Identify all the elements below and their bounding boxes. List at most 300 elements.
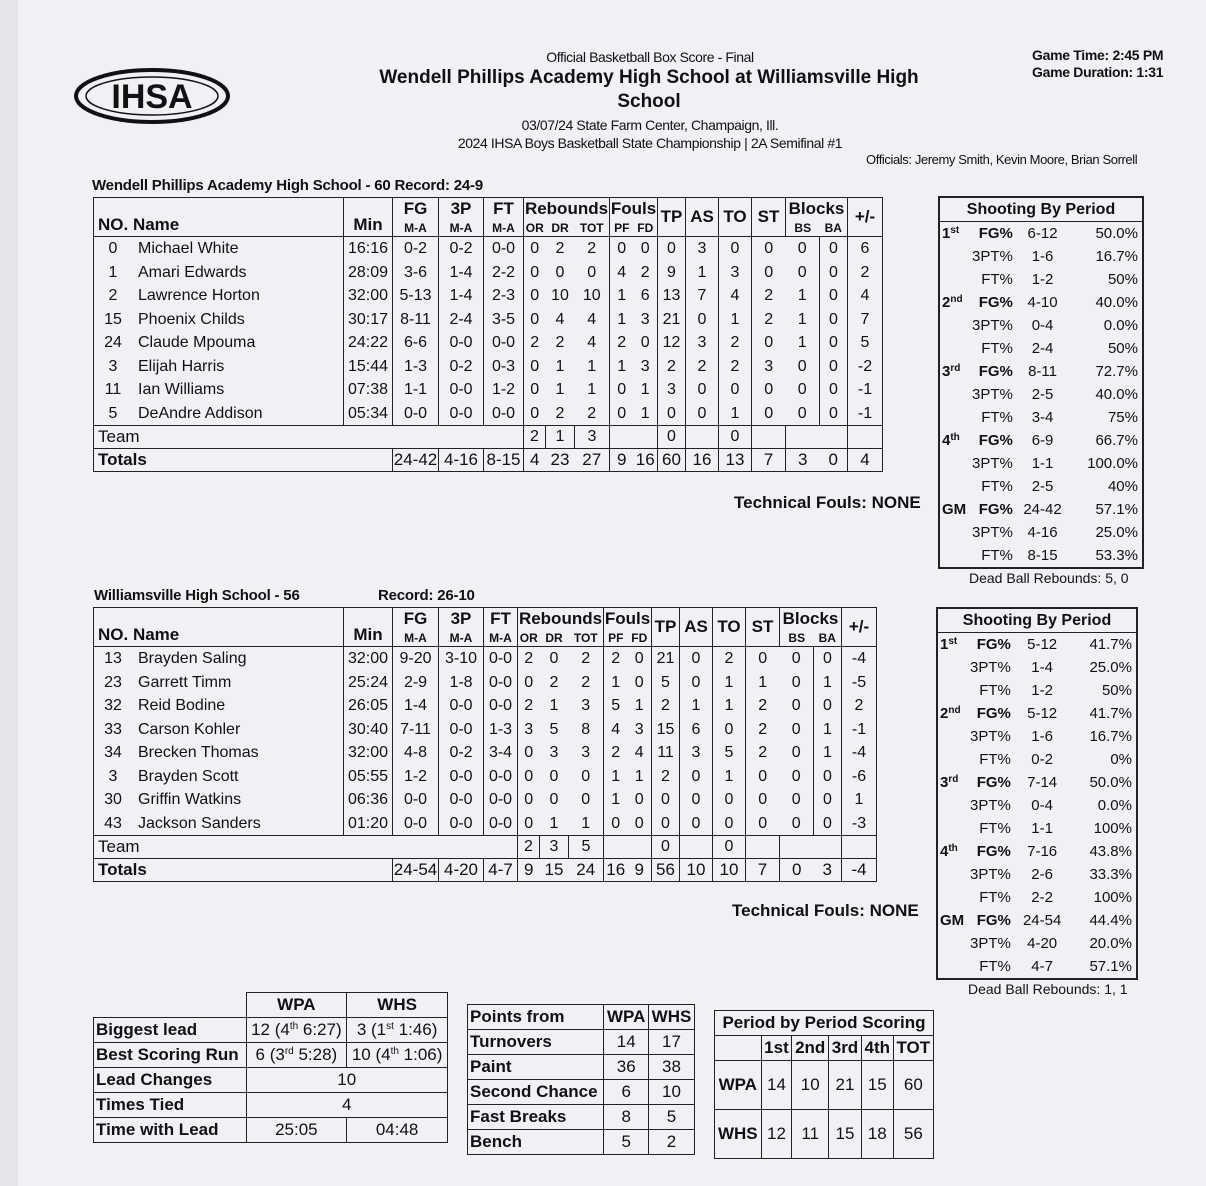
stat-cell: 1 (814, 718, 842, 742)
stat-cell: 0-0 (439, 402, 484, 426)
shooting-percent: 40.0% (1095, 386, 1138, 403)
stat-cell: 3 (634, 308, 658, 332)
stat-cell: 0 (713, 718, 746, 742)
period-header-row (715, 1036, 934, 1061)
shooting-percent: 0% (1110, 751, 1132, 768)
stat-cell: 1 (628, 765, 652, 789)
doc-type: Official Basketball Box Score - Final (546, 49, 754, 65)
totals-cell: 24 (569, 859, 604, 882)
player-no-name (94, 741, 344, 765)
totals-cell: 16 (604, 859, 628, 882)
summary-biggest-lead: Biggest lead 12 (4th 6:27) 3 (1st 1:46) (94, 1018, 448, 1043)
shooting-period (937, 932, 970, 955)
totals-cell: 4-7 (484, 859, 518, 882)
stat-cell: 6 (634, 284, 658, 308)
shooting-period: GM (940, 912, 965, 929)
col-fg: FG (393, 608, 439, 631)
shooting-made-attempted: 24-54 (1022, 912, 1062, 929)
stat-cell: 8 (569, 718, 604, 742)
player-no-name (94, 788, 344, 812)
shooting-percent: 57.1% (1089, 958, 1132, 975)
player-row (94, 788, 877, 812)
stat-cell: 0-0 (439, 331, 484, 355)
shooting-label: FT% (981, 478, 1013, 495)
shooting-row (939, 245, 1143, 268)
totals-cell: 8-15 (484, 449, 524, 472)
player-name: Brayden Scott (138, 767, 239, 785)
stat-cell: 0-0 (393, 788, 439, 812)
player-row (94, 812, 877, 836)
totals-cell: 16 (634, 449, 658, 472)
points-from-row (468, 1030, 695, 1055)
stat-cell: 1-3 (484, 718, 518, 742)
shooting-made-attempted: 0-4 (1031, 797, 1053, 814)
stat-cell: 0 (658, 402, 686, 426)
stat-cell: 2 (610, 331, 634, 355)
stat-cell: 0 (719, 378, 752, 402)
team-cell (780, 836, 842, 859)
shooting-label: 3PT% (970, 659, 1011, 676)
stat-cell: 0-0 (484, 331, 524, 355)
shooting-period: 4th (942, 432, 960, 449)
stat-cell: -1 (848, 402, 883, 426)
stat-cell: 2 (549, 673, 559, 691)
points-from-row (468, 1055, 695, 1080)
stat-cell: 1 (746, 671, 780, 695)
stat-cell: 0-3 (484, 355, 524, 379)
stat-cell: 0-0 (484, 647, 518, 671)
player-no-name (94, 647, 344, 671)
player-number: 2 (108, 287, 118, 304)
shooting-label: FG% (976, 843, 1011, 860)
points-from (467, 1004, 695, 1155)
shooting-made-attempted: 4-20 (1027, 935, 1058, 952)
stat-cell: 2 (555, 240, 565, 257)
stat-cell: 2 (652, 765, 680, 789)
stat-cell: 2-9 (393, 671, 439, 695)
stat-cell: 1 (604, 765, 628, 789)
shooting-made-attempted: 5-12 (1027, 705, 1058, 722)
shooting-percent: 41.7% (1089, 636, 1132, 653)
team-label: Team (94, 836, 518, 859)
period-score: 11 (792, 1110, 829, 1159)
stat-cell: 10 (551, 287, 569, 304)
player-name: Amari Edwards (138, 263, 247, 281)
totals-cell: 60 (658, 449, 686, 472)
stat-cell: 0 (569, 788, 604, 812)
shooting-row (937, 679, 1137, 702)
stat-cell: 10 (575, 284, 610, 308)
shooting-made-attempted: 2-4 (1031, 340, 1054, 357)
subcol-ma: M-A (439, 220, 484, 237)
subcol-or: OR (524, 220, 546, 237)
shooting-made-attempted: 3-4 (1031, 409, 1054, 426)
shooting-label: FG% (978, 501, 1013, 518)
points-from-row (468, 1080, 695, 1105)
shooting-made-attempted: 8-15 (1027, 547, 1058, 564)
shooting-label: 3PT% (972, 524, 1013, 541)
stat-cell: 0 (786, 402, 820, 426)
shooting-row (939, 337, 1143, 360)
shooting-period (937, 863, 970, 886)
subcol-tot: TOT (569, 630, 604, 647)
stat-cell: 0 (610, 378, 634, 402)
stat-cell: 0 (628, 647, 652, 671)
totals-cell: 0 (780, 859, 814, 882)
summary-header-wpa: WPA (246, 993, 347, 1018)
stat-cell: 4 (848, 284, 883, 308)
stat-cell: 0 (549, 791, 559, 808)
shooting-percent: 100% (1093, 889, 1132, 906)
points-from-category: Second Chance (468, 1080, 604, 1105)
totals-cell: 0 (820, 449, 848, 472)
stat-cell: -5 (842, 671, 877, 695)
shooting-row (937, 748, 1137, 771)
player-no-name (94, 694, 344, 718)
stat-cell: 0 (820, 284, 848, 308)
shooting-title-row (939, 197, 1143, 222)
totals-cell: 7 (746, 859, 780, 882)
shooting-period (937, 679, 970, 702)
shooting-period (937, 955, 970, 979)
summary-header-whs: WHS (347, 993, 448, 1018)
stat-cell: 1 (786, 308, 820, 332)
shooting-row (939, 475, 1143, 498)
stat-cell: 0 (780, 671, 814, 695)
shooting-row (939, 360, 1143, 383)
stat-cell: 5 (604, 694, 628, 718)
stat-cell: 0-0 (439, 788, 484, 812)
stat-cell: 0 (610, 237, 634, 261)
stat-cell: 2 (604, 741, 628, 765)
player-name: Jackson Sanders (138, 814, 261, 832)
stat-cell: 0 (713, 812, 746, 836)
totals-cell: 24-42 (393, 449, 439, 472)
stat-cell: 1 (549, 814, 559, 832)
shooting-title: Shooting By Period (939, 197, 1143, 222)
shooting-label: FG% (978, 432, 1013, 449)
period-title-row (715, 1011, 934, 1036)
col-st: ST (752, 198, 786, 237)
shooting-made-attempted: 7-14 (1027, 774, 1058, 791)
stat-cell: 4-8 (393, 741, 439, 765)
totals-cell: 4 (848, 449, 883, 472)
stat-cell: 32:00 (344, 284, 393, 308)
stat-cell: 0 (780, 741, 814, 765)
points-from-category: Fast Breaks (468, 1105, 604, 1130)
shooting-percent: 0.0% (1097, 797, 1132, 814)
totals-cell: 3 (814, 859, 842, 882)
stat-cell: 1 (842, 788, 877, 812)
stat-cell: 6 (680, 718, 713, 742)
stat-cell: 0 (752, 261, 786, 285)
player-number: 3 (108, 767, 118, 785)
points-from-col: WPA (604, 1005, 649, 1030)
stat-cell: 11 (652, 741, 680, 765)
stat-cell: 0 (713, 788, 746, 812)
shooting-row (937, 794, 1137, 817)
player-number: 1 (108, 263, 118, 281)
stat-cell: 0-0 (484, 765, 518, 789)
shooting-label: FG% (976, 636, 1011, 653)
shooting-percent: 41.7% (1089, 705, 1132, 722)
player-number: 43 (104, 814, 122, 832)
shooting-row (937, 886, 1137, 909)
header-row (94, 198, 883, 221)
period-score: 14 (761, 1061, 792, 1110)
shooting-row (939, 544, 1143, 568)
stat-cell: 3-10 (439, 647, 484, 671)
subcol-ba: BA (820, 220, 848, 237)
col-fouls: Fouls (604, 609, 651, 628)
stat-cell: 32:00 (344, 741, 393, 765)
shooting-row (937, 863, 1137, 886)
stat-cell: 0 (652, 812, 680, 836)
shooting-period: 2nd (940, 705, 961, 722)
stat-cell: 07:38 (344, 378, 393, 402)
stat-cell: 0 (780, 718, 814, 742)
stat-cell: 05:55 (344, 765, 393, 789)
totals-cell: 23 (546, 449, 575, 472)
shooting-row (937, 955, 1137, 979)
team-cell (848, 426, 883, 449)
totals-cell: 24-54 (393, 859, 439, 882)
shooting-row (937, 817, 1137, 840)
shooting-period (937, 748, 970, 771)
stat-cell: 3 (719, 261, 752, 285)
team-cell: 3 (540, 836, 569, 859)
stat-cell: 9-20 (393, 647, 439, 671)
shooting-made-attempted: 2-2 (1031, 889, 1053, 906)
shooting-period (939, 314, 972, 337)
points-from-category: Bench (468, 1130, 604, 1155)
stat-cell: 1 (604, 788, 628, 812)
totals-cell: 16 (686, 449, 719, 472)
stat-cell: 2 (575, 402, 610, 426)
team-cell (786, 426, 848, 449)
shooting-label: 3PT% (970, 797, 1011, 814)
stat-cell: 4 (719, 284, 752, 308)
player-no-name (94, 402, 344, 426)
header-row (94, 608, 877, 631)
shooting-row (937, 633, 1137, 657)
player-row (94, 402, 883, 426)
stat-cell: 0 (686, 308, 719, 332)
stat-cell: 0 (518, 765, 540, 789)
stat-cell: 1-4 (439, 284, 484, 308)
stat-cell: 7 (686, 284, 719, 308)
stat-cell: 21 (658, 308, 686, 332)
stat-cell: 3 (686, 237, 719, 261)
stat-cell: 0-0 (484, 237, 524, 261)
shooting-period: 3rd (940, 774, 959, 791)
shooting-label: FG% (978, 363, 1013, 380)
stat-cell: 1-8 (439, 671, 484, 695)
team1-stats-table (93, 197, 883, 472)
stat-cell: 4 (610, 261, 634, 285)
team-row (94, 426, 883, 449)
team1-technical-fouls: Technical Fouls: NONE (734, 493, 921, 512)
stat-cell: -3 (842, 812, 877, 836)
shooting-label: FT% (981, 409, 1013, 426)
totals-cell: 9 (628, 859, 652, 882)
subcol-dr: DR (540, 630, 569, 647)
stat-cell: 0 (820, 355, 848, 379)
stat-cell: 0 (780, 788, 814, 812)
shooting-percent: 20.0% (1089, 935, 1132, 952)
stat-cell: 1 (575, 378, 610, 402)
player-no-name (94, 378, 344, 402)
stat-cell: 2 (555, 404, 565, 422)
summary-time-with-lead: Time with Lead 25:05 04:48 (94, 1118, 448, 1143)
shooting-made-attempted: 6-12 (1027, 225, 1058, 242)
stat-cell: 0 (524, 237, 546, 261)
shooting-made-attempted: 0-4 (1031, 317, 1054, 334)
game-duration: Game Duration: 1:31 (1032, 64, 1164, 80)
stat-cell: 0-0 (393, 812, 439, 836)
player-name: Reid Bodine (138, 697, 226, 714)
points-from-whs: 17 (649, 1030, 695, 1055)
stat-cell: 3 (569, 741, 604, 765)
period-col: 2nd (792, 1036, 829, 1061)
shooting-row (937, 725, 1137, 748)
stat-cell: 0 (752, 402, 786, 426)
player-number: 0 (108, 240, 118, 257)
game-summary-table (93, 992, 448, 1143)
stat-cell: 3-4 (484, 741, 518, 765)
points-from-whs: 5 (649, 1105, 695, 1130)
shooting-title-row (937, 608, 1137, 633)
stat-cell: 0 (628, 812, 652, 836)
totals-cell: 13 (719, 449, 752, 472)
shooting-row (937, 771, 1137, 794)
shooting-period (939, 383, 972, 406)
team2-record: Record: 26-10 (378, 587, 475, 604)
shooting-percent: 72.7% (1095, 363, 1138, 380)
stat-cell: 0 (719, 237, 752, 261)
totals-cell: 4-16 (439, 449, 484, 472)
col-fouls: Fouls (610, 199, 657, 218)
team-cell (680, 836, 713, 859)
shooting-label: 3PT% (970, 935, 1011, 952)
shooting-period (937, 886, 970, 909)
stat-cell: 0 (746, 812, 780, 836)
period-row (715, 1110, 934, 1159)
stat-cell: 1 (549, 697, 559, 714)
shooting-period (937, 656, 970, 679)
shooting-label: FT% (979, 682, 1011, 699)
shooting-percent: 100% (1093, 820, 1132, 837)
period-team: WHS (715, 1110, 762, 1159)
team2-title: Williamsville High School - 56 (94, 587, 300, 604)
stat-cell: 0 (686, 378, 719, 402)
stat-cell: 0-0 (484, 402, 524, 426)
player-no-name (94, 765, 344, 789)
shooting-label: FT% (981, 271, 1013, 288)
stat-cell: 3 (752, 355, 786, 379)
shooting-made-attempted: 7-16 (1027, 843, 1058, 860)
points-from-wpa: 36 (604, 1055, 649, 1080)
stat-cell: 1 (713, 694, 746, 718)
stat-cell: 05:34 (344, 402, 393, 426)
totals-cell: -4 (842, 859, 877, 882)
shooting-row (939, 222, 1143, 246)
shooting-percent: 25.0% (1089, 659, 1132, 676)
points-from-title: Points from (468, 1005, 604, 1030)
shooting-label: FG% (978, 294, 1013, 311)
subcol-or: OR (518, 630, 540, 647)
shooting-period (937, 725, 970, 748)
stat-cell: 2 (719, 331, 752, 355)
subcol-bs: BS (780, 630, 814, 647)
period-col: 3rd (829, 1036, 862, 1061)
player-name: Claude Mpouma (138, 334, 256, 351)
stat-cell: 0 (634, 237, 658, 261)
team2-box (93, 607, 877, 882)
stat-cell: 1 (604, 671, 628, 695)
player-row (94, 694, 877, 718)
period-title: Period by Period Scoring (715, 1011, 934, 1036)
stat-cell: 2 (848, 261, 883, 285)
stat-cell: 0 (524, 402, 546, 426)
stat-cell: 0 (680, 812, 713, 836)
stat-cell: 0 (518, 671, 540, 695)
stat-cell: 2 (746, 694, 780, 718)
stat-cell: 0 (524, 308, 546, 332)
stat-cell: 2 (575, 237, 610, 261)
shooting-label: 3PT% (972, 386, 1013, 403)
stat-cell: 25:24 (344, 671, 393, 695)
col-min: Min (344, 198, 393, 237)
shooting-made-attempted: 8-11 (1028, 363, 1057, 380)
stat-cell: 0 (786, 355, 820, 379)
stat-cell: 0 (786, 237, 820, 261)
shooting-percent: 40% (1107, 478, 1138, 495)
points-from-whs: 10 (649, 1080, 695, 1105)
team-cell: 0 (719, 426, 752, 449)
totals-cell: 3 (786, 449, 820, 472)
player-number: 3 (108, 357, 118, 375)
player-row (94, 237, 883, 261)
totals-cell: 4-20 (439, 859, 484, 882)
stat-cell: 0 (524, 355, 546, 379)
team-cell (752, 426, 786, 449)
col-blocks: Blocks (780, 608, 842, 631)
stat-cell: 0 (780, 765, 814, 789)
stat-cell: 0 (752, 378, 786, 402)
stat-cell: 3 (518, 718, 540, 742)
col-min: Min (344, 608, 393, 647)
col-fg: FG (393, 198, 439, 221)
shooting-period (939, 475, 972, 498)
stat-cell: 0 (820, 378, 848, 402)
officials: Officials: Jeremy Smith, Kevin Moore, Brian Sorrell (866, 152, 1138, 167)
stat-cell: 5 (549, 720, 559, 738)
period-score: 10 (792, 1061, 829, 1110)
stat-cell: 30:17 (344, 308, 393, 332)
stat-cell: 2 (652, 694, 680, 718)
stat-cell: 2-3 (484, 284, 524, 308)
shooting-period (939, 245, 972, 268)
points-from-table (467, 1004, 695, 1155)
stat-cell: 1 (680, 694, 713, 718)
shooting-percent: 40.0% (1095, 294, 1138, 311)
stat-cell: 3 (569, 694, 604, 718)
shooting-label: FT% (979, 889, 1011, 906)
period-score: 21 (829, 1061, 862, 1110)
stat-cell: 0-0 (439, 765, 484, 789)
stat-cell: 3 (549, 744, 559, 761)
